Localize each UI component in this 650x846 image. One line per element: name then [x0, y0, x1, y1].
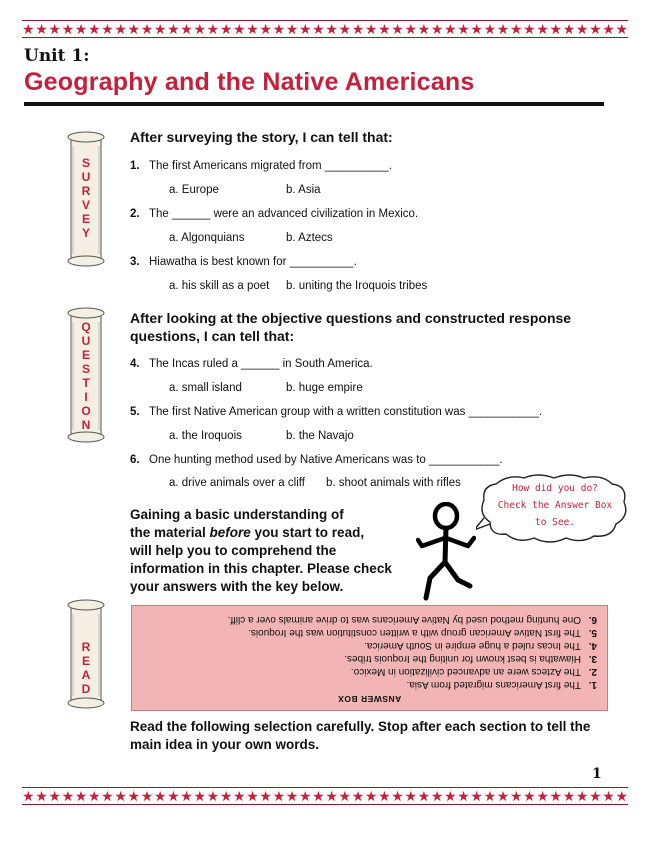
question-number: 2. — [130, 208, 140, 220]
star-icon: ★ — [325, 21, 338, 37]
scroll-letter: R — [81, 640, 91, 654]
star-icon: ★ — [351, 788, 365, 804]
star-icon: ★ — [536, 788, 549, 804]
star-icon: ★ — [259, 21, 272, 37]
star-icon: ★ — [48, 21, 61, 37]
star-icon: ★ — [417, 21, 431, 37]
star-icon: ★ — [298, 788, 312, 804]
page-number: 1 — [592, 766, 602, 782]
title-divider — [24, 102, 604, 106]
scroll-letter: S — [81, 156, 90, 170]
speech-bubble-text — [482, 480, 628, 531]
star-icon: ★ — [101, 21, 114, 37]
question-text: The Incas ruled a ______ in South America. — [149, 358, 373, 370]
scroll-letter: U — [81, 334, 91, 348]
star-icon: ★ — [404, 788, 417, 804]
read-scroll-letters — [63, 640, 109, 696]
star-icon: ★ — [602, 21, 615, 37]
scroll-letter: V — [81, 198, 90, 212]
star-icon: ★ — [549, 21, 563, 37]
star-icon: ★ — [127, 21, 141, 37]
scroll-letter: S — [81, 362, 90, 376]
star-icon: ★ — [457, 788, 470, 804]
star-icon: ★ — [233, 21, 246, 37]
star-icon: ★ — [153, 21, 167, 37]
answer-option: a. small island — [169, 382, 242, 394]
star-icon: ★ — [523, 21, 536, 37]
star-row — [22, 788, 628, 804]
star-icon: ★ — [378, 21, 391, 37]
star-icon: ★ — [338, 788, 352, 804]
callout-line: Gaining a basic understanding of — [130, 507, 344, 522]
scroll-letter: A — [81, 668, 91, 682]
scroll-letter: U — [81, 170, 91, 184]
answer-line — [364, 639, 597, 651]
answer-number: 4. — [588, 640, 597, 651]
star-icon: ★ — [180, 788, 193, 804]
bubble-line: Check the Answer Box — [497, 500, 613, 511]
question-item — [130, 159, 392, 173]
star-icon: ★ — [391, 788, 404, 804]
star-icon: ★ — [272, 788, 286, 804]
answer-line — [406, 678, 597, 690]
star-icon: ★ — [193, 21, 206, 37]
star-icon: ★ — [391, 21, 404, 37]
answer-option: b. shoot animals with rifles — [326, 477, 461, 489]
star-icon: ★ — [575, 788, 589, 804]
star-icon: ★ — [523, 788, 536, 804]
star-icon: ★ — [246, 788, 259, 804]
star-icon: ★ — [22, 21, 35, 37]
star-icon: ★ — [404, 21, 417, 37]
answer-option: b. huge empire — [286, 382, 363, 394]
question-text: The ______ were an advanced civilization in Mexico. — [149, 208, 419, 220]
star-icon: ★ — [615, 21, 628, 37]
star-icon: ★ — [246, 21, 259, 37]
star-icon: ★ — [114, 21, 127, 37]
star-icon: ★ — [127, 788, 141, 804]
answer-option: b. uniting the Iroquois tribes — [286, 280, 428, 292]
answer-text: The first Native American group with a written constitution was the Iroquois. — [248, 627, 581, 638]
answer-text: The Aztecs were an advanced civilization in Mexico. — [350, 666, 581, 677]
scroll-letter: D — [81, 682, 91, 696]
callout-line: information in this chapter. Please check — [130, 561, 392, 576]
scroll-letter: Y — [81, 226, 90, 240]
read-instruction: Read the following selection carefully. Stop after each section to tell the main idea in your own words. — [130, 719, 591, 752]
callout-line: your answers with the key below. — [130, 579, 344, 594]
unit-label: Unit 1: — [24, 46, 90, 66]
answer-text: One hunting method used by Native Americans was to drive animals over a cliff. — [227, 614, 581, 625]
star-icon: ★ — [509, 788, 523, 804]
answer-number: 1. — [588, 679, 597, 690]
bubble-line: to See. — [534, 517, 576, 528]
survey-scroll-letters — [63, 156, 109, 240]
question-scroll-icon — [63, 306, 109, 444]
star-icon: ★ — [483, 21, 497, 37]
star-icon: ★ — [233, 788, 246, 804]
star-icon: ★ — [298, 21, 312, 37]
star-icon: ★ — [87, 788, 101, 804]
star-icon: ★ — [444, 21, 457, 37]
star-icon: ★ — [364, 21, 378, 37]
star-icon: ★ — [430, 788, 444, 804]
star-icon: ★ — [206, 21, 220, 37]
scroll-letter: O — [81, 404, 91, 418]
question-number: 4. — [130, 358, 140, 370]
star-icon: ★ — [444, 788, 457, 804]
star-icon: ★ — [470, 21, 483, 37]
star-icon: ★ — [417, 788, 431, 804]
answer-box-inverted-content — [132, 606, 607, 710]
star-icon: ★ — [140, 788, 154, 804]
callout-text-segment: the material — [130, 525, 210, 540]
star-icon: ★ — [483, 788, 497, 804]
star-icon: ★ — [325, 788, 338, 804]
star-icon: ★ — [351, 21, 365, 37]
star-icon: ★ — [378, 788, 391, 804]
star-icon: ★ — [272, 21, 286, 37]
scroll-letter: R — [81, 184, 91, 198]
question-number: 1. — [130, 160, 140, 172]
star-icon: ★ — [61, 21, 75, 37]
star-icon: ★ — [259, 788, 272, 804]
top-star-border — [22, 20, 628, 38]
star-icon: ★ — [140, 21, 154, 37]
page-title: Geography and the Native Americans — [24, 68, 475, 96]
star-icon: ★ — [285, 21, 299, 37]
star-icon: ★ — [61, 788, 75, 804]
star-icon: ★ — [589, 788, 602, 804]
question-scroll-letters — [63, 320, 109, 432]
scroll-letter: I — [84, 390, 88, 404]
question-text: Hiawatha is best known for __________. — [149, 256, 357, 268]
star-icon: ★ — [364, 788, 378, 804]
answer-number: 6. — [588, 614, 597, 625]
star-icon: ★ — [114, 788, 127, 804]
answer-option: a. the Iroquois — [169, 430, 242, 442]
question-item — [130, 405, 542, 419]
star-icon: ★ — [167, 788, 180, 804]
star-icon: ★ — [74, 788, 88, 804]
question-text: The first Native American group with a written constitution was ___________. — [149, 406, 543, 418]
survey-scroll-icon — [63, 130, 109, 268]
star-icon: ★ — [219, 21, 233, 37]
star-icon: ★ — [312, 788, 325, 804]
star-icon: ★ — [153, 788, 167, 804]
question-text: The first Americans migrated from __________. — [149, 160, 392, 172]
callout-emphasis: before — [209, 525, 251, 540]
question-heading: After looking at the objective questions and constructed response questions, I can tell that: — [130, 310, 572, 344]
star-icon: ★ — [219, 788, 233, 804]
answer-line — [344, 652, 597, 664]
answer-option: a. drive animals over a cliff — [169, 477, 305, 489]
star-icon: ★ — [193, 788, 206, 804]
star-icon: ★ — [470, 788, 483, 804]
callout-line — [130, 524, 420, 542]
star-icon: ★ — [562, 788, 576, 804]
answer-box-title: ANSWER BOX — [337, 694, 402, 704]
answer-option: a. Europe — [169, 184, 219, 196]
star-icon: ★ — [430, 21, 444, 37]
star-icon: ★ — [496, 21, 510, 37]
star-icon: ★ — [536, 21, 549, 37]
answer-number: 2. — [588, 666, 597, 677]
star-row — [22, 21, 628, 37]
star-icon: ★ — [87, 21, 101, 37]
scroll-letter: Q — [81, 320, 91, 334]
star-icon: ★ — [562, 21, 576, 37]
star-icon: ★ — [285, 788, 299, 804]
answer-number: 5. — [588, 627, 597, 638]
question-number: 5. — [130, 406, 140, 418]
answer-option: a. Algonquians — [169, 232, 245, 244]
star-icon: ★ — [35, 21, 48, 37]
answer-text: The first Americans migrated from Asia. — [406, 679, 581, 690]
star-icon: ★ — [496, 788, 510, 804]
question-number: 3. — [130, 256, 140, 268]
scroll-letter: T — [82, 376, 90, 390]
question-item — [130, 357, 373, 371]
callout-line: will help you to comprehend the — [130, 543, 337, 558]
star-icon: ★ — [509, 21, 523, 37]
star-icon: ★ — [22, 788, 35, 804]
answer-option: b. Asia — [286, 184, 321, 196]
star-icon: ★ — [589, 21, 602, 37]
answer-number: 3. — [588, 653, 597, 664]
question-text: One hunting method used by Native Americans was to ___________. — [149, 454, 503, 466]
answer-option: b. Aztecs — [286, 232, 333, 244]
star-icon: ★ — [74, 21, 88, 37]
star-icon: ★ — [180, 21, 193, 37]
bottom-star-border — [22, 787, 628, 805]
question-item — [130, 207, 418, 221]
callout-text-segment: you start to read, — [250, 525, 365, 540]
answer-box — [131, 605, 608, 711]
bubble-line: How did you do? — [512, 483, 598, 494]
star-icon: ★ — [167, 21, 180, 37]
answer-text: The Incas ruled a huge empire in South America. — [364, 640, 581, 651]
read-scroll-icon — [63, 598, 109, 710]
star-icon: ★ — [457, 21, 470, 37]
star-icon: ★ — [602, 788, 615, 804]
stick-figure-icon — [416, 502, 476, 602]
star-icon: ★ — [549, 788, 563, 804]
question-number: 6. — [130, 454, 140, 466]
star-icon: ★ — [575, 21, 589, 37]
question-item — [130, 453, 503, 467]
answer-line — [351, 665, 597, 677]
star-icon: ★ — [312, 21, 325, 37]
scroll-letter: N — [81, 418, 91, 432]
survey-heading: After surveying the story, I can tell that: — [130, 129, 393, 145]
answer-line — [248, 626, 597, 638]
star-icon: ★ — [48, 788, 61, 804]
star-icon: ★ — [35, 788, 48, 804]
scroll-letter: E — [81, 654, 90, 668]
read-callout — [130, 506, 420, 596]
scroll-letter: E — [81, 348, 90, 362]
answer-option: a. his skill as a poet — [169, 280, 270, 292]
answer-text: Hiawatha is best known for uniting the Iroquois tribes. — [344, 653, 581, 664]
answer-option: b. the Navajo — [286, 430, 354, 442]
star-icon: ★ — [101, 788, 114, 804]
star-icon: ★ — [615, 788, 628, 804]
question-item — [130, 255, 357, 269]
star-icon: ★ — [338, 21, 352, 37]
scroll-letter: E — [81, 212, 90, 226]
answer-line — [228, 613, 597, 625]
star-icon: ★ — [206, 788, 220, 804]
